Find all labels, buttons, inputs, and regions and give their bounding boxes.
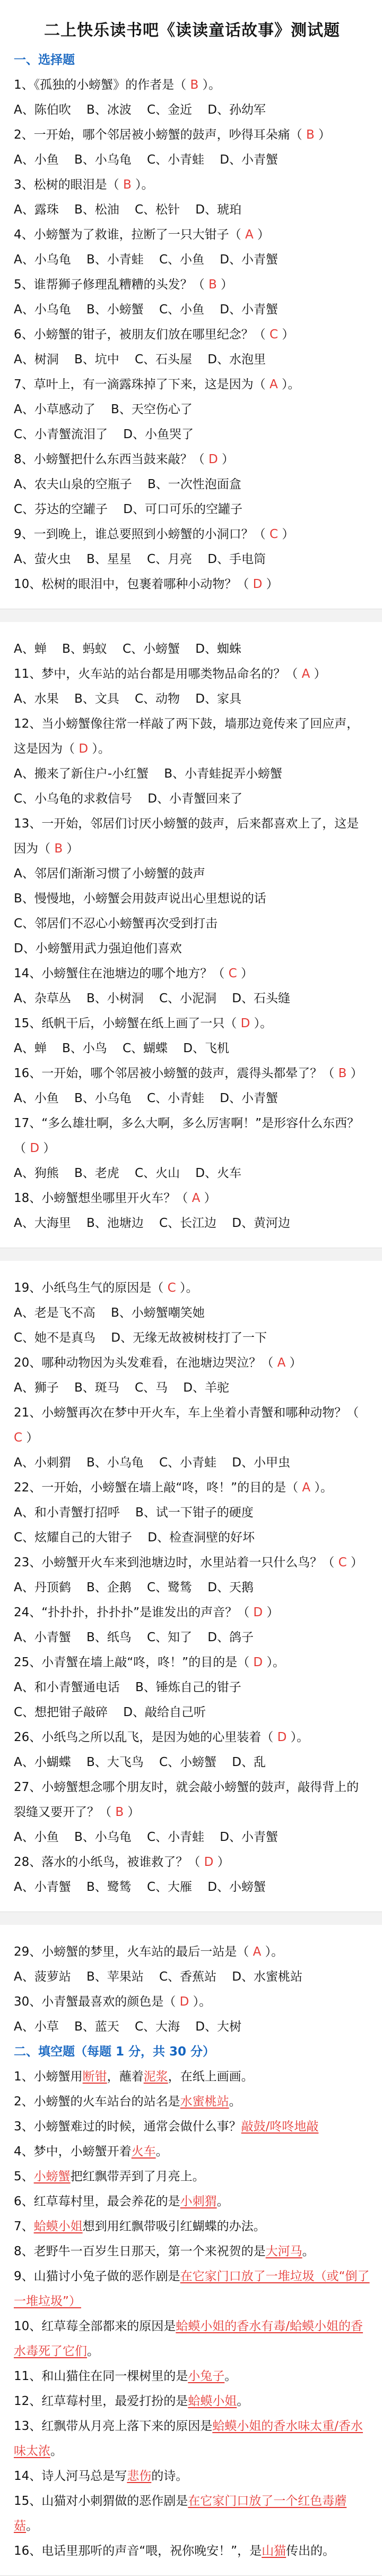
- line-text: ）: [285, 1356, 302, 1370]
- fill-answer: 断钳: [82, 2070, 107, 2084]
- answer-choice: A: [245, 228, 254, 242]
- line-text: A、露珠 B、松油 C、松针 D、琥珀: [14, 203, 242, 217]
- page-2: [0, 622, 382, 1248]
- text-line: [14, 48, 370, 73]
- text-line: [14, 2539, 370, 2564]
- fill-answer: 蛤蟆小姐的香水味太重/香水味太浓: [14, 2419, 363, 2458]
- text-line: [14, 2015, 370, 2040]
- answer-choice: B: [123, 178, 132, 192]
- line-text: 。: [302, 2245, 315, 2258]
- answer-choice: B: [190, 78, 199, 92]
- line-text: ）: [253, 228, 270, 242]
- line-text: 2、小螃蟹的火车站台的站名是: [14, 2095, 180, 2109]
- line-text: A、小鱼 B、小乌龟 C、小青蛙 D、小青蟹: [14, 1830, 279, 1844]
- line-text: 16、一开始，哪个邻居被小螃蟹的鼓声，震得头都晕了？（: [14, 1067, 338, 1080]
- line-text: A、小鱼 B、小乌龟 C、小青蛙 D、小青蟹: [14, 1091, 279, 1105]
- line-text: ）: [310, 667, 326, 681]
- line-text: 28、落水的小纸鸟，被谁救了？（: [14, 1855, 204, 1869]
- line-text: A、水果 B、文具 C、动物 D、家具: [14, 692, 242, 706]
- line-text: A、小刺猬 B、小乌龟 C、小青蛙 D、小甲虫: [14, 1456, 291, 1470]
- text-line: [14, 1186, 370, 1211]
- text-line: [14, 2189, 370, 2214]
- answer-choice: D: [253, 577, 263, 591]
- answer-choice: A: [301, 667, 310, 681]
- fill-answer: 蛤蟆小姐: [188, 2394, 237, 2408]
- line-text: 30、小青蟹最喜欢的颜色是（: [14, 1995, 180, 2009]
- text-line: [14, 1675, 370, 1700]
- answer-choice: C: [167, 1281, 176, 1295]
- line-text: A、小青蟹 B、鹭鸶 C、大雁 D、小螃蟹: [14, 1880, 266, 1894]
- text-line: [14, 1525, 370, 1550]
- text-line: [14, 497, 370, 522]
- line-text: 26、小纸鸟之所以乱飞，是因为她的心里装着（: [14, 1730, 277, 1744]
- text-line: [14, 372, 370, 397]
- line-text: A、菠萝站 B、苹果站 C、香蕉站 D、水蜜桃站: [14, 1970, 303, 1984]
- line-text: 10、红草莓全部都来的原因是: [14, 2319, 176, 2333]
- text-line: [14, 1061, 370, 1086]
- line-text: ）。: [286, 1730, 309, 1744]
- line-text: 22、一开始，小螃蟹在墙上敲“咚，咚！”的目的是（: [14, 1481, 302, 1495]
- line-text: 10、松树的眼泪中，包裹着哪种小动物？（: [14, 577, 253, 591]
- line-text: ）: [63, 842, 79, 856]
- line-text: 21、小螃蟹再次在梦中开火车，车上坐着小青蟹和哪种动物？（: [14, 1406, 363, 1420]
- text-line: [14, 248, 370, 272]
- answer-choice: D: [240, 1017, 250, 1030]
- text-line: [14, 2164, 370, 2189]
- line-text: 。: [216, 2195, 229, 2208]
- answer-choice: D: [79, 742, 89, 756]
- answer-choice: B: [208, 278, 217, 292]
- line-text: 1、小螃蟹用: [14, 2070, 83, 2084]
- line-text: 16、电话里那听的声音“喂，祝你晚安！”，是: [14, 2544, 262, 2558]
- line-text: D、小螃蟹用武力强迫他们喜欢: [14, 942, 182, 956]
- line-text: 6、红草莓村里，最会养花的是: [14, 2195, 180, 2208]
- line-text: 9、山猫讨小兔子做的恶作剧是: [14, 2270, 180, 2283]
- text-line: [14, 297, 370, 322]
- answer-choice: A: [277, 1356, 286, 1370]
- answer-choice: B: [338, 1067, 347, 1080]
- section-heading: 二、填空题（每题 1 分，共 30 分）: [14, 2045, 215, 2059]
- answer-choice: D: [30, 1141, 40, 1155]
- line-text: 6、小螃蟹的钳子，被朋友们放在哪里纪念？（: [14, 328, 270, 342]
- line-text: ）: [216, 278, 233, 292]
- fill-answer: 小兔子: [188, 2369, 225, 2383]
- fill-answer: 水蜜桃站: [180, 2095, 229, 2109]
- text-line: [14, 1990, 370, 2015]
- line-text: 15、纸帆干后，小螃蟹在纸上画了一只（: [14, 1017, 241, 1030]
- text-line: [14, 1351, 370, 1376]
- text-line: [14, 2114, 370, 2139]
- page-3: [0, 1261, 382, 1912]
- answer-choice: A: [192, 1191, 201, 1205]
- answer-choice: C: [338, 1556, 347, 1570]
- line-text: ）: [314, 128, 331, 142]
- line-text: 2、一开始，哪个邻居被小螃蟹的鼓声，吵得耳朵痛（: [14, 128, 306, 142]
- text-line: [14, 547, 370, 572]
- line-text: A、树洞 B、坑中 C、石头屋 D、水泡里: [14, 353, 266, 366]
- line-text: 的诗。: [151, 2469, 188, 2483]
- line-text: ）: [278, 328, 294, 342]
- fill-answer: 敲鼓/咚咚地敲: [241, 2120, 319, 2134]
- text-line: [14, 1750, 370, 1775]
- line-text: 11、和山猫住在同一棵树里的是: [14, 2369, 188, 2383]
- text-line: [14, 2464, 370, 2489]
- page-4: [0, 1925, 382, 2576]
- question-list: [14, 1940, 370, 2564]
- line-text: ，在纸上画画。: [168, 2070, 254, 2084]
- text-line: [14, 1500, 370, 1525]
- page-1: [0, 0, 382, 609]
- text-line: [14, 911, 370, 936]
- line-text: ）。: [261, 1945, 284, 1959]
- line-text: 。: [224, 2369, 237, 2383]
- line-text: A、小草 B、蓝天 C、大海 D、大树: [14, 2020, 242, 2034]
- text-line: [14, 522, 370, 547]
- line-text: C、小青蟹流泪了 D、小鱼哭了: [14, 428, 194, 441]
- text-line: [14, 637, 370, 662]
- answer-choice: B: [54, 842, 63, 856]
- line-text: A、狗熊 B、老虎 C、火山 D、火车: [14, 1166, 242, 1180]
- text-line: [14, 1600, 370, 1625]
- line-text: 27、小螃蟹想念哪个朋友时，就会敲小螃蟹的鼓声，敲得背上的裂缝又要开了？（: [14, 1780, 359, 1819]
- text-line: [14, 98, 370, 123]
- text-line: [14, 1625, 370, 1650]
- fill-answer: 小螃蟹: [33, 2170, 71, 2183]
- line-text: 。: [87, 2344, 99, 2358]
- question-list: [14, 48, 370, 597]
- line-text: 把红飘带弄到了月亮上。: [70, 2170, 205, 2183]
- text-line: [14, 1575, 370, 1600]
- text-line: [14, 472, 370, 497]
- answer-choice: B: [115, 1805, 124, 1819]
- line-text: ）。: [250, 1017, 273, 1030]
- fill-answer: 悲伤: [127, 2469, 152, 2483]
- line-text: 传出的。: [286, 2544, 335, 2558]
- text-line: [14, 2389, 370, 2414]
- text-line: [14, 662, 370, 687]
- text-line: [14, 1725, 370, 1750]
- answer-choice: A: [302, 1481, 311, 1495]
- line-text: 3、小螃蟹难过的时候，通常会做什么事？: [14, 2120, 241, 2134]
- text-line: [14, 2364, 370, 2389]
- text-line: [14, 73, 370, 98]
- answer-choice: D: [204, 1855, 214, 1869]
- line-text: A、蝉 B、小鸟 C、蝴蝶 D、飞机: [14, 1042, 230, 1055]
- text-line: [14, 2089, 370, 2114]
- text-line: [14, 272, 370, 297]
- line-text: 1、《孤独的小螃蟹》的作者是（: [14, 78, 190, 92]
- fill-answer: 在它家门口放了一个红色毒蘑菇: [14, 2494, 347, 2533]
- text-line: [14, 712, 370, 762]
- text-line: [14, 1211, 370, 1236]
- line-text: 20、哪种动物因为头发难看，在池塘边哭泣？（: [14, 1356, 277, 1370]
- line-text: ）: [263, 1606, 279, 1619]
- text-line: [14, 1850, 370, 1875]
- answer-choice: D: [253, 1656, 263, 1669]
- line-text: ）: [262, 577, 279, 591]
- line-text: 24、“扑扑扑，扑扑扑”是谁发出的声音？（: [14, 1606, 254, 1619]
- text-line: [14, 1011, 370, 1036]
- line-text: C、想把钳子敲碎 D、敲给自己听: [14, 1705, 206, 1719]
- line-text: C、邻居们不忍心小螃蟹再次受到打击: [14, 917, 218, 931]
- text-line: [14, 1376, 370, 1401]
- text-line: [14, 173, 370, 198]
- line-text: 8、老野牛一百岁生日那天，第一个来祝贺的是: [14, 2245, 266, 2258]
- text-line: [14, 1775, 370, 1825]
- answer-choice: D: [277, 1730, 287, 1744]
- line-text: 17、“多么雄壮啊，多么大啊，多么厉害啊！”是形容什么东西？（: [14, 1116, 360, 1155]
- section-heading: 一、选择题: [14, 53, 75, 67]
- answer-choice: D: [208, 453, 218, 466]
- text-line: [14, 1940, 370, 1965]
- line-text: 。: [155, 2145, 168, 2159]
- line-text: 9、一到晚上，谁总要照到小螃蟹的小洞口？（: [14, 527, 270, 541]
- line-text: C、芬达的空罐子 D、可口可乐的空罐子: [14, 502, 243, 516]
- text-line: [14, 198, 370, 223]
- line-text: 8、小螃蟹把什么东西当鼓来敲？（: [14, 453, 209, 466]
- text-line: [14, 1550, 370, 1575]
- line-text: 11、梦中，火车站的站台都是用哪类物品命名的？（: [14, 667, 302, 681]
- line-text: 5、: [14, 2170, 34, 2183]
- line-text: A、搬来了新住户-小红蟹 B、小青蛙捉弄小螃蟹: [14, 767, 283, 781]
- fill-answer: 火车: [131, 2145, 156, 2159]
- line-text: A、邻居们渐渐习惯了小螃蟹的鼓声: [14, 867, 205, 881]
- text-line: [14, 1111, 370, 1161]
- fill-answer: 蛤蟆小姐的香水有毒/蛤蟆小姐的香水毒死了它们: [14, 2319, 363, 2358]
- text-line: [14, 2040, 370, 2065]
- text-line: [14, 422, 370, 447]
- line-text: C、她不是真鸟 D、无缘无故被树枝打了一下: [14, 1331, 267, 1345]
- line-text: ）: [39, 1141, 56, 1155]
- line-text: A、小乌龟 B、小青蛙 C、小鱼 D、小青蟹: [14, 253, 279, 267]
- answer-choice: A: [269, 378, 278, 391]
- answer-choice: C: [228, 967, 237, 980]
- text-line: [14, 886, 370, 911]
- line-text: A、和小青蟹打招呼 B、试一下钳子的硬度: [14, 1506, 254, 1520]
- line-text: 想到用红飘带吸引红蝴蝶的办法。: [82, 2220, 266, 2233]
- line-text: A、小乌龟 B、小螃蟹 C、小鱼 D、小青蟹: [14, 303, 279, 317]
- line-text: 23、小螃蟹开火车来到池塘边时，水里站着一只什么鸟？（: [14, 1556, 338, 1570]
- line-text: B、慢慢地，小螃蟹会用鼓声说出心里想说的话: [14, 892, 266, 906]
- answer-choice: C: [269, 328, 279, 342]
- line-text: ）。: [131, 178, 154, 192]
- text-line: [14, 961, 370, 986]
- text-line: [14, 1161, 370, 1186]
- line-text: ）: [218, 453, 234, 466]
- line-text: A、狮子 B、斑马 C、马 D、羊驼: [14, 1381, 230, 1395]
- line-text: ）: [200, 1191, 216, 1205]
- line-text: 4、小螃蟹为了救谁，拉断了一只大钳子（: [14, 228, 245, 242]
- text-line: [14, 223, 370, 248]
- text-line: [14, 1326, 370, 1351]
- page-title: 二上快乐读书吧《读读童话故事》测试题: [44, 21, 340, 40]
- fill-answer: 小刺猬: [180, 2195, 217, 2208]
- text-line: [14, 2214, 370, 2239]
- line-text: 14、小螃蟹住在池塘边的哪个地方？（: [14, 967, 229, 980]
- text-line: [14, 1965, 370, 1990]
- text-line: [14, 936, 370, 961]
- text-line: [14, 861, 370, 886]
- text-line: [14, 2264, 370, 2314]
- line-text: ）: [213, 1855, 230, 1869]
- text-line: [14, 2239, 370, 2264]
- question-list: [14, 637, 370, 1236]
- answer-choice: B: [306, 128, 315, 142]
- text-line: [14, 986, 370, 1011]
- fill-answer: 大河马: [265, 2245, 302, 2258]
- text-line: [14, 447, 370, 472]
- text-line: [14, 2414, 370, 2464]
- line-text: 15、山猫对小刺猬做的恶作剧是: [14, 2494, 188, 2508]
- line-text: 14、诗人河马总是写: [14, 2469, 127, 2483]
- text-line: [14, 572, 370, 597]
- line-text: C、小乌龟的求救信号 D、小青蟹回来了: [14, 792, 243, 806]
- fill-answer: 泥浆: [143, 2070, 168, 2084]
- line-text: ）: [278, 527, 294, 541]
- line-text: A、小草感动了 B、天空伤心了: [14, 403, 193, 416]
- line-text: ）: [237, 967, 253, 980]
- text-line: [14, 1036, 370, 1061]
- text-line: [14, 1401, 370, 1451]
- text-line: [14, 687, 370, 712]
- fill-answer: 在它家门口放了一堆垃圾（或“倒了一堆垃圾”）: [14, 2270, 370, 2308]
- line-text: C、炫耀自己的大钳子 D、检查洞壁的好坏: [14, 1531, 255, 1545]
- line-text: A、蝉 B、蚂蚁 C、小螃蟹 D、蜘蛛: [14, 642, 242, 656]
- line-text: 3、松树的眼泪是（: [14, 178, 123, 192]
- line-text: 。: [26, 2519, 38, 2533]
- text-line: [14, 397, 370, 422]
- text-line: [14, 2489, 370, 2539]
- line-text: 29、小螃蟹的梦里，火车站的最后一站是（: [14, 1945, 253, 1959]
- text-line: [14, 1875, 370, 1900]
- text-line: [14, 1301, 370, 1326]
- line-text: A、小蝴蝶 B、大飞鸟 C、小螃蟹 D、乱: [14, 1755, 266, 1769]
- text-line: [14, 787, 370, 812]
- line-text: ）。: [88, 742, 110, 756]
- line-text: 12、当小螃蟹像往常一样敲了两下鼓，墙那边竟传来了回应声，这是因为（: [14, 717, 359, 756]
- text-line: [14, 2065, 370, 2089]
- line-text: A、丹顶鹤 B、企鹅 C、鹭鸶 D、天鹅: [14, 1581, 254, 1594]
- line-text: ）。: [198, 78, 221, 92]
- line-text: 18、小螃蟹想坐哪里开火车？（: [14, 1191, 192, 1205]
- text-line: [14, 1451, 370, 1475]
- line-text: A、农夫山泉的空瓶子 B、一次性泡面盒: [14, 477, 241, 491]
- line-text: 4、梦中，小螃蟹开着: [14, 2145, 132, 2159]
- question-list: [14, 1276, 370, 1900]
- line-text: A、老是飞不高 B、小螃蟹嘲笑她: [14, 1306, 205, 1320]
- text-line: [14, 2139, 370, 2164]
- text-line: [14, 148, 370, 173]
- line-text: ）: [124, 1805, 140, 1819]
- line-text: ，蘸着: [107, 2070, 144, 2084]
- line-text: 13、红飘带从月亮上落下来的原因是: [14, 2419, 213, 2433]
- line-text: 7、草叶上，有一滴露珠掉了下来，这是因为（: [14, 378, 270, 391]
- line-text: A、陈伯吹 B、冰波 C、金近 D、孙幼军: [14, 103, 266, 117]
- answer-choice: C: [14, 1431, 23, 1445]
- text-line: [14, 322, 370, 347]
- text-line: [14, 123, 370, 148]
- fill-answer: 蛤蟆小姐: [33, 2220, 83, 2233]
- line-text: 19、小纸鸟生气的原因是（: [14, 1281, 168, 1295]
- answer-choice: D: [179, 1995, 189, 2009]
- line-text: 25、小青蟹在墙上敲“咚，咚！”的目的是（: [14, 1656, 254, 1669]
- line-text: ）: [346, 1067, 363, 1080]
- line-text: ）: [22, 1431, 39, 1445]
- line-text: 12、红草莓村里，最爱打扮的是: [14, 2394, 188, 2408]
- line-text: ）。: [263, 1656, 285, 1669]
- text-line: [14, 762, 370, 787]
- line-text: ）: [346, 1556, 363, 1570]
- line-text: 5、谁帮狮子修理乱糟糟的头发？（: [14, 278, 209, 292]
- text-line: [14, 2314, 370, 2364]
- line-text: ）。: [310, 1481, 333, 1495]
- text-line: [14, 347, 370, 372]
- line-text: ）。: [277, 378, 300, 391]
- line-text: 7、: [14, 2220, 34, 2233]
- text-line: [14, 1650, 370, 1675]
- line-text: A、大海里 B、池塘边 C、长江边 D、黄河边: [14, 1216, 291, 1230]
- text-line: [14, 1700, 370, 1725]
- text-line: [14, 1276, 370, 1301]
- line-text: A、和小青蟹通电话 B、锤炼自己的钳子: [14, 1681, 241, 1694]
- answer-choice: A: [253, 1945, 262, 1959]
- line-text: 。: [237, 2394, 249, 2408]
- text-line: [14, 1475, 370, 1500]
- line-text: A、萤火虫 B、星星 C、月亮 D、手电筒: [14, 552, 266, 566]
- fill-answer: 山猫: [262, 2544, 286, 2558]
- text-line: [14, 1086, 370, 1111]
- answer-choice: C: [269, 527, 279, 541]
- line-text: 。: [229, 2095, 241, 2109]
- line-text: A、小鱼 B、小乌龟 C、小青蛙 D、小青蟹: [14, 153, 279, 167]
- line-text: 13、一开始，邻居们讨厌小螃蟹的鼓声，后来都喜欢上了，这是因为（: [14, 817, 359, 856]
- answer-choice: D: [253, 1606, 263, 1619]
- line-text: A、小青蟹 B、纸鸟 C、知了 D、鸽子: [14, 1631, 254, 1644]
- line-text: A、杂草丛 B、小树洞 C、小泥洞 D、石头缝: [14, 992, 291, 1005]
- text-line: [14, 812, 370, 861]
- line-text: ）。: [189, 1995, 212, 2009]
- line-text: 。: [50, 2444, 63, 2458]
- line-text: ）。: [176, 1281, 198, 1295]
- text-line: [14, 1825, 370, 1850]
